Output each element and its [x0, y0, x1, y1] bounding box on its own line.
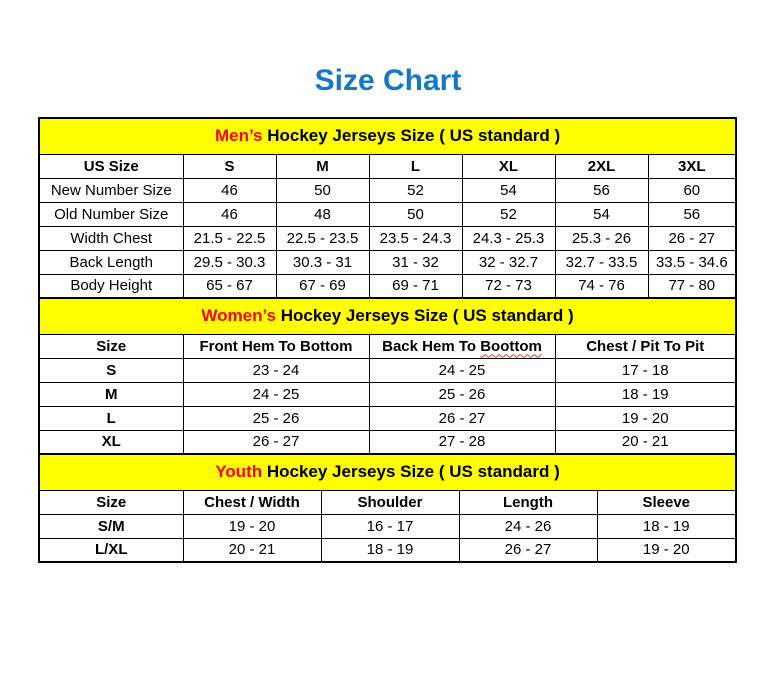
- table-cell: 18 - 19: [555, 382, 736, 406]
- row-label: S/M: [39, 514, 183, 538]
- column-header: Sleeve: [597, 490, 736, 514]
- table-cell: 19 - 20: [555, 406, 736, 430]
- page-title: Size Chart: [314, 64, 462, 97]
- column-header: Chest / Width: [183, 490, 321, 514]
- table-cell: 48: [276, 202, 369, 226]
- table-cell: 29.5 - 30.3: [183, 250, 276, 274]
- row-label: L: [39, 406, 183, 430]
- table-cell: 56: [555, 178, 648, 202]
- row-label: XL: [39, 430, 183, 454]
- row-label: L/XL: [39, 538, 183, 562]
- table-row: [39, 514, 736, 538]
- column-header: [369, 334, 555, 358]
- table-cell: 46: [183, 202, 276, 226]
- column-header: M: [276, 154, 369, 178]
- table-cell: 74 - 76: [555, 274, 648, 298]
- table-cell: 26 - 27: [648, 226, 736, 250]
- table-cell: 56: [648, 202, 736, 226]
- table-cell: 52: [462, 202, 555, 226]
- table-cell: 54: [555, 202, 648, 226]
- youth-header-row: [39, 490, 736, 514]
- table-cell: 25.3 - 26: [555, 226, 648, 250]
- table-cell: 69 - 71: [369, 274, 462, 298]
- column-header: 2XL: [555, 154, 648, 178]
- row-label: Width Chest: [39, 226, 183, 250]
- table-cell: 24 - 26: [459, 514, 597, 538]
- table-cell: 27 - 28: [369, 430, 555, 454]
- column-header: Front Hem To Bottom: [183, 334, 369, 358]
- womens-header-row: [39, 334, 736, 358]
- table-cell: 19 - 20: [597, 538, 736, 562]
- table-row: [39, 382, 736, 406]
- table-cell: 25 - 26: [369, 382, 555, 406]
- table-cell: 50: [276, 178, 369, 202]
- table-cell: 19 - 20: [183, 514, 321, 538]
- table-cell: 33.5 - 34.6: [648, 250, 736, 274]
- womens-title-rest: Hockey Jerseys Size ( US standard ): [276, 306, 574, 326]
- table-row: [39, 226, 736, 250]
- table-cell: 24 - 25: [183, 382, 369, 406]
- table-row: [39, 274, 736, 298]
- mens-header-row: [39, 154, 736, 178]
- table-cell: 21.5 - 22.5: [183, 226, 276, 250]
- table-cell: 65 - 67: [183, 274, 276, 298]
- column-header: 3XL: [648, 154, 736, 178]
- youth-title-highlight: Youth: [215, 462, 263, 482]
- row-label: New Number Size: [39, 178, 183, 202]
- column-header: Length: [459, 490, 597, 514]
- table-row: [39, 250, 736, 274]
- table-cell: 50: [369, 202, 462, 226]
- table-cell: 23.5 - 24.3: [369, 226, 462, 250]
- column-header: S: [183, 154, 276, 178]
- table-cell: 31 - 32: [369, 250, 462, 274]
- row-label: Body Height: [39, 274, 183, 298]
- column-header: XL: [462, 154, 555, 178]
- row-label: M: [39, 382, 183, 406]
- table-cell: 26 - 27: [459, 538, 597, 562]
- youth-table-band: [39, 454, 736, 490]
- table-cell: 18 - 19: [321, 538, 459, 562]
- mens-table-title: [39, 118, 736, 154]
- table-cell: 22.5 - 23.5: [276, 226, 369, 250]
- table-row: [39, 358, 736, 382]
- table-cell: 67 - 69: [276, 274, 369, 298]
- womens-table-title: [39, 298, 736, 334]
- womens-title-highlight: Women’s: [201, 306, 276, 326]
- table-cell: 20 - 21: [555, 430, 736, 454]
- mens-table-band: [39, 118, 736, 154]
- table-cell: 17 - 18: [555, 358, 736, 382]
- table-cell: 26 - 27: [369, 406, 555, 430]
- youth-table-title: [39, 454, 736, 490]
- table-cell: 52: [369, 178, 462, 202]
- table-cell: 23 - 24: [183, 358, 369, 382]
- womens-size-table: [38, 297, 737, 455]
- table-row: [39, 178, 736, 202]
- table-cell: 72 - 73: [462, 274, 555, 298]
- row-label: Back Length: [39, 250, 183, 274]
- table-cell: 30.3 - 31: [276, 250, 369, 274]
- table-row: [39, 538, 736, 562]
- column-header: Size: [39, 490, 183, 514]
- table-row: [39, 430, 736, 454]
- mens-title-highlight: Men’s: [214, 126, 263, 146]
- table-cell: 60: [648, 178, 736, 202]
- row-label: Old Number Size: [39, 202, 183, 226]
- table-cell: 26 - 27: [183, 430, 369, 454]
- table-cell: 32.7 - 33.5: [555, 250, 648, 274]
- table-row: [39, 202, 736, 226]
- column-header: L: [369, 154, 462, 178]
- mens-title-rest: Hockey Jerseys Size ( US standard ): [262, 126, 561, 146]
- row-label: S: [39, 358, 183, 382]
- column-header: Shoulder: [321, 490, 459, 514]
- column-header: US Size: [39, 154, 183, 178]
- size-chart-tables: [38, 117, 735, 563]
- table-cell: 54: [462, 178, 555, 202]
- table-cell: 16 - 17: [321, 514, 459, 538]
- column-header: Size: [39, 334, 183, 358]
- table-row: [39, 406, 736, 430]
- table-cell: 18 - 19: [597, 514, 736, 538]
- table-cell: 77 - 80: [648, 274, 736, 298]
- column-header: Chest / Pit To Pit: [555, 334, 736, 358]
- misspelled-word-spellcheck: Boottom: [480, 337, 542, 355]
- table-cell: 25 - 26: [183, 406, 369, 430]
- youth-size-table: [38, 453, 737, 563]
- table-cell: 24.3 - 25.3: [462, 226, 555, 250]
- table-cell: 32 - 32.7: [462, 250, 555, 274]
- table-cell: 46: [183, 178, 276, 202]
- youth-title-rest: Hockey Jerseys Size ( US standard ): [262, 462, 560, 482]
- mens-size-table: [38, 117, 737, 299]
- womens-table-band: [39, 298, 736, 334]
- table-cell: 20 - 21: [183, 538, 321, 562]
- column-header-text: Back Hem To: [382, 337, 481, 355]
- table-cell: 24 - 25: [369, 358, 555, 382]
